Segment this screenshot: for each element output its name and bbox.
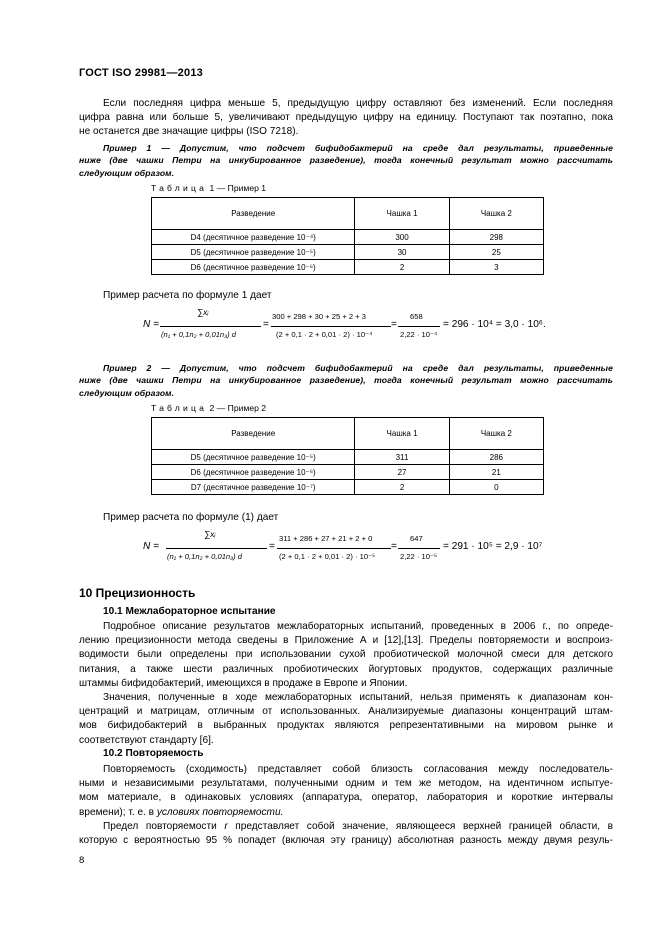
table-cell: D4 (десятичное разведение 10⁻⁴) — [152, 230, 355, 245]
example-2-line-2: ниже (две чашки Петри на инкубированное разведение), тогда конечный результат можно рассчитать — [79, 375, 613, 386]
paragraph-line: ными и независимыми результатами, полученными одним и тем же методом, на идентичном испытуе- — [79, 778, 613, 790]
table-row — [152, 230, 544, 245]
table-cell: 3 — [449, 260, 543, 275]
section-10-1-title: 10.1 Межлабораторное испытание — [103, 606, 276, 617]
paragraph-line: лению прецизионности метода сведены в Приложение А и [12],[13]. Пределы повторяемости и воспроиз- — [79, 635, 613, 647]
table-cell: D5 (десятичное разведение 10⁻⁵) — [152, 450, 355, 465]
paragraph-line: питания, а также шести различных пробиотических йогуртовых продуктов, содержащих различные — [79, 663, 613, 675]
italic-term: r — [224, 821, 228, 832]
paragraph-line: которую с вероятностью 95 % попадет (включая эту границу) абсолютная разность между двумя резуль- — [79, 835, 613, 847]
example-2-note — [79, 362, 613, 399]
table-2 — [151, 417, 544, 495]
example-2-line-1: Пример 2 — Допустим, что подсчет бифидобактерий на среде дал результаты, приведенные — [103, 363, 613, 373]
table-cell: D7 (десятичное разведение 10⁻⁷) — [152, 480, 355, 495]
table-cell: D6 (десятичное разведение 10⁻⁶) — [152, 260, 355, 275]
formula-1-denominator-symbolic: (n₁ + 0,1n₂ + 0,01n₃) d — [161, 330, 237, 339]
formula-1-numerator-symbolic: ∑xᵢ — [197, 307, 209, 317]
example-1-line-3: следующим образом. — [79, 167, 175, 178]
section-10-2-paragraph-2 — [79, 820, 613, 848]
formula-1-denominator-sum: 2,22 · 10⁻⁴ — [400, 330, 438, 339]
formula-1-result: = 296 · 10⁴ = 3,0 · 10⁶. — [443, 319, 546, 330]
italic-term: условиях повторяемости. — [156, 806, 284, 818]
formula-2-equals-1: = — [269, 541, 275, 552]
paragraph-line: водимости были определены при использовании сухой пробиотической молочной смеси для детского — [79, 649, 613, 661]
paragraph-line: Значения, полученные в ходе межлабораторных испытаний, нельзя применять к диапазонам кон- — [103, 692, 613, 703]
formula-2-fraction-bar-1 — [166, 548, 267, 549]
calc-1-intro: Пример расчета по формуле 1 дает — [103, 290, 272, 301]
table-cell: 25 — [449, 245, 543, 260]
table-1-header-row — [152, 198, 544, 230]
formula-1-numerator-values: 300 + 298 + 30 + 25 + 2 + 3 — [272, 312, 366, 321]
table-1-caption-prefix: Таблица — [151, 183, 208, 193]
paragraph-line: мом материале, в одинаковых условиях (аппаратура, оператор, лаборатория и короткие интервалы — [79, 792, 613, 804]
table-1-caption — [151, 183, 266, 193]
formula-1 — [0, 306, 661, 346]
table-1-caption-title: 1 — Пример 1 — [209, 183, 267, 193]
table-row — [152, 245, 544, 260]
formula-1-fraction-bar-3 — [398, 326, 440, 327]
formula-2-lhs: N = — [143, 541, 159, 552]
table-cell: 30 — [355, 245, 449, 260]
paragraph-line: представляет собой значение, являющееся верхней границей области, в — [227, 821, 613, 832]
table-2-header-cell: Чашка 1 — [355, 418, 449, 450]
table-2-header-cell: Разведение — [152, 418, 355, 450]
formula-1-numerator-sum: 658 — [410, 312, 423, 321]
table-2-header-cell: Чашка 2 — [449, 418, 543, 450]
table-cell: 2 — [355, 260, 449, 275]
formula-2 — [0, 528, 661, 568]
formula-1-fraction-bar-2 — [271, 326, 391, 327]
formula-2-result: = 291 · 10⁵ = 2,9 · 10⁷ — [443, 541, 543, 552]
table-row — [152, 465, 544, 480]
table-2-header-row — [152, 418, 544, 450]
table-1-header-cell: Чашка 2 — [449, 198, 543, 230]
intro-line-1: Если последняя цифра меньше 5, предыдущую цифру оставляют без изменений. Если последняя — [103, 98, 613, 109]
section-10-1-paragraph-2 — [79, 691, 613, 748]
example-1-line-2: ниже (две чашки Петри на инкубированное разведение), тогда конечный результат можно рассчитать — [79, 155, 613, 166]
table-row — [152, 260, 544, 275]
section-10-2-title: 10.2 Повторяемость — [103, 748, 204, 759]
intro-line-3: не останется две значащие цифры (ISO 7218). — [79, 126, 299, 138]
formula-2-numerator-symbolic: ∑xᵢ — [204, 529, 216, 539]
intro-paragraph — [79, 97, 613, 140]
table-cell: 2 — [355, 480, 449, 495]
formula-2-equals-2: = — [391, 541, 397, 552]
paragraph-line: Повторяемость (сходимость) представляет собой близость согласования между последователь- — [103, 764, 613, 775]
formula-1-equals-2: = — [391, 319, 397, 330]
formula-2-denominator-sum: 2,22 · 10⁻⁵ — [400, 552, 438, 561]
table-cell: 300 — [355, 230, 449, 245]
calc-2-intro: Пример расчета по формуле (1) дает — [103, 512, 279, 523]
formula-2-numerator-sum: 647 — [410, 534, 423, 543]
table-cell: 21 — [449, 465, 543, 480]
table-cell: 311 — [355, 450, 449, 465]
table-cell: 298 — [449, 230, 543, 245]
table-cell: 0 — [449, 480, 543, 495]
page-number: 8 — [79, 855, 85, 866]
table-2-caption-title: 2 — Пример 2 — [209, 403, 267, 413]
paragraph-line: времени); т. е. в — [79, 806, 157, 818]
example-1-line-1: Пример 1 — Допустим, что подсчет бифидобактерий на среде дал результаты, приведенные — [103, 143, 613, 153]
formula-2-fraction-bar-2 — [277, 548, 391, 549]
paragraph-line: центраций и матрицам, отличным от использованных. Анализируемые диапазоны концентраций штам- — [79, 706, 613, 718]
document-header: ГОСТ ISO 29981—2013 — [79, 67, 203, 79]
table-cell: 27 — [355, 465, 449, 480]
formula-2-numerator-values: 311 + 286 + 27 + 21 + 2 + 0 — [279, 534, 373, 543]
formula-1-fraction-bar-1 — [160, 326, 261, 327]
paragraph-line: мов бифидобактерий в выбранных продуктах являются репрезентативными на мировом рынке и — [79, 720, 613, 732]
example-2-line-3: следующим образом. — [79, 387, 175, 398]
paragraph-line: Предел повторяемости — [103, 821, 225, 832]
section-10-title: 10 Прецизионность — [79, 586, 196, 600]
table-2-caption — [151, 403, 266, 413]
formula-2-fraction-bar-3 — [398, 548, 440, 549]
formula-2-denominator-values: (2 + 0,1 · 2 + 0,01 · 2) · 10⁻⁵ — [279, 552, 376, 561]
table-1-header-cell: Чашка 1 — [355, 198, 449, 230]
section-10-1-paragraph-1 — [79, 620, 613, 691]
paragraph-line: Подробное описание результатов межлабораторных испытаний, проведенных в 2006 г., по опреде- — [103, 621, 613, 632]
formula-2-denominator-symbolic: (n₁ + 0,1n₂ + 0,01n₃) d — [167, 552, 243, 561]
table-cell: D6 (десятичное разведение 10⁻⁶) — [152, 465, 355, 480]
table-1-header-cell: Разведение — [152, 198, 355, 230]
formula-1-equals-1: = — [263, 319, 269, 330]
formula-1-denominator-values: (2 + 0,1 · 2 + 0,01 · 2) · 10⁻⁴ — [276, 330, 373, 339]
paragraph-line: соответствуют стандарту [6]. — [79, 734, 214, 746]
table-cell: D5 (десятичное разведение 10⁻⁵) — [152, 245, 355, 260]
intro-line-2: цифра равна или больше 5, увеличивают предыдущую цифру на единицу. Поступают так поэтапно, пока — [79, 112, 613, 124]
paragraph-line: штаммы бифидобактерий, имеющихся в продаже в Европе и Японии. — [79, 677, 408, 689]
table-cell: 286 — [449, 450, 543, 465]
table-row — [152, 450, 544, 465]
section-10-2-paragraph-1 — [79, 763, 613, 820]
table-2-caption-prefix: Таблица — [151, 403, 208, 413]
formula-1-lhs: N = — [143, 319, 159, 330]
table-1 — [151, 197, 544, 275]
example-1-note — [79, 142, 613, 179]
table-row — [152, 480, 544, 495]
